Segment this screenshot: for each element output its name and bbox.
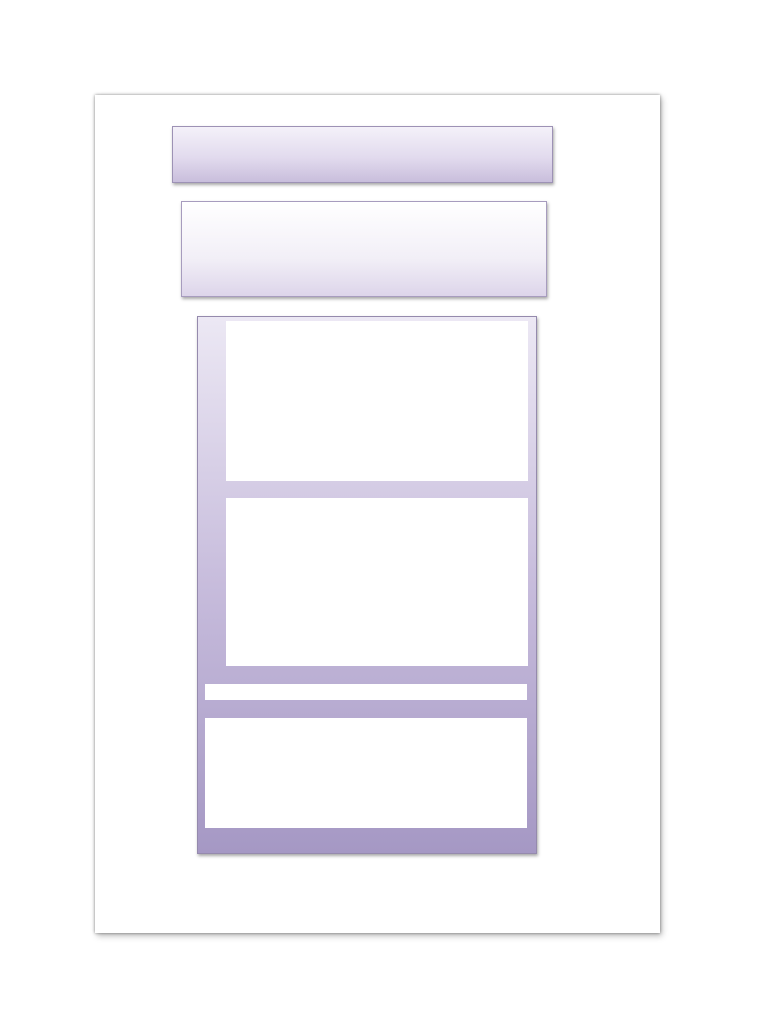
ingredients-list-2 <box>226 498 528 666</box>
title-banner <box>172 126 553 183</box>
ingredients-list-1 <box>226 321 528 481</box>
procedure-heading <box>205 684 527 700</box>
procedure-text <box>205 718 527 828</box>
flyer-page <box>95 95 660 933</box>
intro-box <box>181 201 547 297</box>
